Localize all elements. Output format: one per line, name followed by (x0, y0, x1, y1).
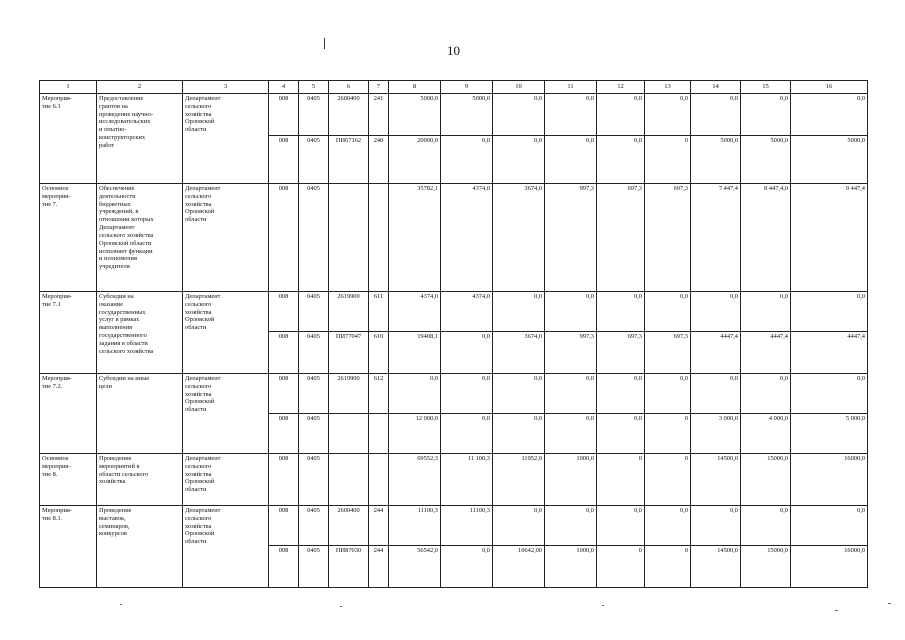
total-cell: 69552,3 (389, 454, 441, 506)
total-cell: 12 000,0 (389, 414, 441, 454)
header-cell: 1 (40, 81, 97, 94)
year-cell: 997,3 (545, 184, 597, 292)
kfsr-cell: 0405 (299, 454, 329, 506)
year-cell: 0,0 (645, 94, 691, 136)
year-cell: 3674,0 (493, 184, 545, 292)
header-cell: 6 (329, 81, 369, 94)
year-cell: 9 447,4 (791, 184, 868, 292)
kfsr-cell: 008 (269, 332, 299, 374)
year-cell: 0,0 (741, 506, 791, 546)
kvr-cell: 244 (369, 506, 389, 546)
year-cell: 0,0 (441, 332, 493, 374)
kcsr-cell: 2600400 (329, 506, 369, 546)
year-cell: 0,0 (741, 292, 791, 332)
year-cell: 0,0 (791, 506, 868, 546)
year-cell: 15000,0 (741, 454, 791, 506)
responsible-executor-cell: Департамент сельского хозяйства Орловской области (183, 374, 269, 454)
year-cell: 0,0 (791, 374, 868, 414)
year-cell: 0,0 (545, 292, 597, 332)
year-cell: 3674,0 (493, 332, 545, 374)
year-cell: 697,3 (597, 332, 645, 374)
year-cell: 697,3 (645, 184, 691, 292)
year-cell: 0,0 (791, 292, 868, 332)
year-cell: 0 (645, 136, 691, 184)
year-cell: 8 447,4,0 (741, 184, 791, 292)
year-cell: 4374,0 (441, 184, 493, 292)
kfsr-cell: 0405 (299, 414, 329, 454)
page-number: 10 (447, 43, 460, 58)
year-cell: 0,0 (597, 414, 645, 454)
year-cell: 0,0 (545, 94, 597, 136)
year-cell: 11952,0 (493, 454, 545, 506)
kcsr-cell: ПИ77047 (329, 332, 369, 374)
year-cell: 10642,00 (493, 546, 545, 588)
header-cell: 4 (269, 81, 299, 94)
year-cell: 5000,0 (441, 94, 493, 136)
header-cell: 8 (389, 81, 441, 94)
responsible-executor-cell: Департамент сельского хозяйства Орловской области (183, 94, 269, 184)
year-cell: 14500,0 (691, 454, 741, 506)
program-code-cell: Мероприя- тие 7.2. (40, 374, 97, 454)
program-code-cell: Мероприя- тие 7.1 (40, 292, 97, 374)
kfsr-cell: 0405 (299, 374, 329, 414)
year-cell: 11100,3 (441, 506, 493, 546)
year-cell: 5000,0 (691, 136, 741, 184)
year-cell: 0,0 (545, 414, 597, 454)
year-cell: 14500,0 (691, 546, 741, 588)
year-cell: 0,0 (645, 292, 691, 332)
year-cell: 0,0 (493, 94, 545, 136)
total-cell: 19408,1 (389, 332, 441, 374)
year-cell: 4447,4 (691, 332, 741, 374)
year-cell: 0 (645, 454, 691, 506)
year-cell: 16000,0 (791, 546, 868, 588)
year-cell: 0,0 (645, 506, 691, 546)
year-cell: 4447,4 (791, 332, 868, 374)
kcsr-cell: 2619900 (329, 374, 369, 414)
year-cell: 1000,0 (545, 454, 597, 506)
header-cell: 11 (545, 81, 597, 94)
year-cell: 0 (597, 454, 645, 506)
year-cell: 0,0 (545, 374, 597, 414)
kfsr-cell: 0405 (299, 136, 329, 184)
program-name-cell: Субсидии на оказание государственных услуг в рамках выполнения государственного задания в области сельского хозяйства (97, 292, 183, 374)
year-cell: 4447,4 (741, 332, 791, 374)
year-cell: 0,0 (691, 94, 741, 136)
header-cell: 9 (441, 81, 493, 94)
total-cell: 4374,0 (389, 292, 441, 332)
kvr-cell: 612 (369, 374, 389, 414)
year-cell: 0,0 (493, 374, 545, 414)
kfsr-cell: 008 (269, 184, 299, 292)
year-cell: 0,0 (691, 374, 741, 414)
responsible-executor-cell: Департамент сельского хозяйства Орловской области (183, 184, 269, 292)
year-cell: 0,0 (493, 136, 545, 184)
kvr-cell: 244 (369, 546, 389, 588)
program-name-cell: Проведение выставок, семинаров, конкурсов (97, 506, 183, 588)
year-cell: 11 100,3 (441, 454, 493, 506)
header-cell: 2 (97, 81, 183, 94)
year-cell: 0,0 (741, 94, 791, 136)
program-name-cell: Обеспечение деятельности бюджетных учреждений, в отношении которых Департамент сельского хозяйства Орловской области исполняет функции и полномочия учредителя (97, 184, 183, 292)
year-cell: 15000,0 (741, 546, 791, 588)
year-cell: 5000,0 (791, 136, 868, 184)
kfsr-cell: 0405 (299, 546, 329, 588)
kvr-cell: 610 (369, 332, 389, 374)
responsible-executor-cell: Департамент сельского хозяйства Орловской области (183, 454, 269, 506)
year-cell: 0,0 (791, 94, 868, 136)
year-cell: 0,0 (691, 506, 741, 546)
year-cell: 3 000,0 (691, 414, 741, 454)
total-cell: 11100,3 (389, 506, 441, 546)
total-cell: 0,0 (389, 374, 441, 414)
year-cell: 7 447,4 (691, 184, 741, 292)
header-cell: 14 (691, 81, 741, 94)
year-cell: 0 (645, 546, 691, 588)
year-cell: 0,0 (597, 374, 645, 414)
year-cell: 0,0 (441, 374, 493, 414)
kfsr-cell: 008 (269, 506, 299, 546)
kvr-cell: 240 (369, 136, 389, 184)
responsible-executor-cell: Департамент сельского хозяйства Орловской области (183, 292, 269, 374)
year-cell: 0,0 (597, 94, 645, 136)
kvr-cell: 241 (369, 94, 389, 136)
kcsr-cell: 2600400 (329, 94, 369, 136)
year-cell: 0,0 (441, 136, 493, 184)
kcsr-cell: ПИ87030 (329, 546, 369, 588)
year-cell: 697,3 (597, 184, 645, 292)
year-cell: 1000,0 (545, 546, 597, 588)
kfsr-cell: 008 (269, 136, 299, 184)
kfsr-cell: 008 (269, 374, 299, 414)
kfsr-cell: 008 (269, 292, 299, 332)
total-cell: 20000,0 (389, 136, 441, 184)
program-name-cell: Предоставление грантов на проведение научно- исследовательских и опытно- конструкторских работ (97, 94, 183, 184)
year-cell: 0,0 (597, 506, 645, 546)
year-cell: 0,0 (493, 414, 545, 454)
year-cell: 5 000,0 (791, 414, 868, 454)
kfsr-cell: 0405 (299, 292, 329, 332)
year-cell: 0,0 (691, 292, 741, 332)
year-cell: 0,0 (441, 546, 493, 588)
program-code-cell: Основное мероприя- тие 8. (40, 454, 97, 506)
kcsr-cell: ПИ67162 (329, 136, 369, 184)
year-cell: 0,0 (645, 374, 691, 414)
total-cell: 5000,0 (389, 94, 441, 136)
kfsr-cell: 0405 (299, 506, 329, 546)
header-cell: 3 (183, 81, 269, 94)
total-cell: 56542,0 (389, 546, 441, 588)
kfsr-cell: 0405 (299, 332, 329, 374)
year-cell: 0,0 (545, 506, 597, 546)
total-cell: 35782,1 (389, 184, 441, 292)
year-cell: 0,0 (493, 506, 545, 546)
year-cell: 0,0 (493, 292, 545, 332)
year-cell: 0 (645, 414, 691, 454)
header-cell: 12 (597, 81, 645, 94)
year-cell: 997,3 (545, 332, 597, 374)
year-cell: 4374,0 (441, 292, 493, 332)
program-code-cell: Мероприя- тие 6.1 (40, 94, 97, 184)
header-cell: 15 (741, 81, 791, 94)
year-cell: 0,0 (597, 136, 645, 184)
header-cell: 13 (645, 81, 691, 94)
kfsr-cell: 008 (269, 546, 299, 588)
header-cell: 5 (299, 81, 329, 94)
header-cell: 10 (493, 81, 545, 94)
header-cell: 16 (791, 81, 868, 94)
program-name-cell: Субсидии на иные цели (97, 374, 183, 454)
kvr-cell: 611 (369, 292, 389, 332)
kfsr-cell: 008 (269, 454, 299, 506)
kfsr-cell: 0405 (299, 184, 329, 292)
year-cell: 16000,0 (791, 454, 868, 506)
year-cell: 0,0 (545, 136, 597, 184)
year-cell: 0,0 (441, 414, 493, 454)
program-code-cell: Мероприя- тие 8.1. (40, 506, 97, 588)
year-cell: 0,0 (597, 292, 645, 332)
year-cell: 4 000,0 (741, 414, 791, 454)
kcsr-cell: 2619900 (329, 292, 369, 332)
kfsr-cell: 008 (269, 94, 299, 136)
responsible-executor-cell: Департамент сельского хозяйства Орловской области (183, 506, 269, 588)
year-cell: 5000,0 (741, 136, 791, 184)
program-name-cell: Проведение мероприятий в области сельского хозяйства (97, 454, 183, 506)
program-code-cell: Основное мероприя- тие 7. (40, 184, 97, 292)
header-cell: 7 (369, 81, 389, 94)
kfsr-cell: 008 (269, 414, 299, 454)
kfsr-cell: 0405 (299, 94, 329, 136)
year-cell: 697,3 (645, 332, 691, 374)
year-cell: 0,0 (741, 374, 791, 414)
year-cell: 0 (597, 546, 645, 588)
